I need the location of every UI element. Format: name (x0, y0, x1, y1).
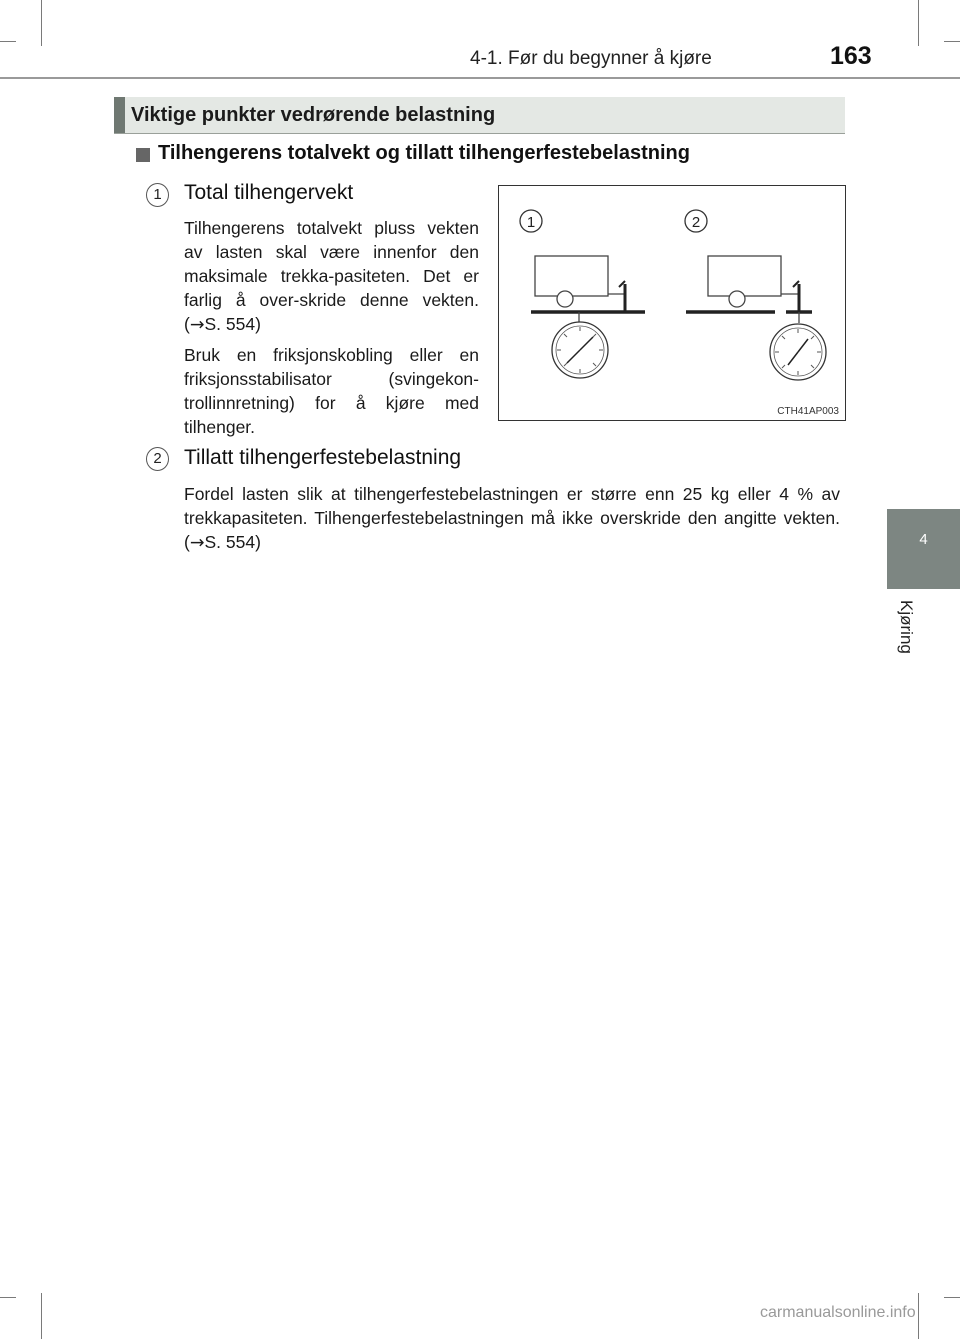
header-rule (0, 77, 960, 79)
chapter-number: 4 (919, 531, 928, 548)
crop-mark (0, 41, 16, 42)
subheading: Tilhengerens totalvekt og tillatt tilhengerfestebelastning (158, 142, 690, 164)
section-banner (114, 97, 845, 134)
item-paragraph: Bruk en friksjonskobling eller en friksjonsstabilisator (svingekon-trollinnretning) for å kjøre med tilhenger. (184, 345, 479, 437)
crop-mark (918, 1293, 919, 1339)
crop-mark (944, 1297, 960, 1298)
crop-mark (944, 41, 960, 42)
chapter-label-text: Kjøring (897, 600, 916, 654)
item-paragraph-text: Tilhengerens totalvekt pluss vekten av lasten skal være innenfor den maksimale trekka-pasiteten. Det er farlig å over-skride denne vekten. ( (184, 218, 479, 334)
trailer-wheel (557, 291, 573, 307)
item-title: Tillatt tilhengerfestebelastning (184, 446, 462, 469)
page-number: 163 (830, 42, 872, 70)
crop-mark (918, 0, 919, 46)
callout-label-2: 2 (691, 214, 701, 231)
trailer-body (535, 256, 608, 296)
item-paragraph (184, 482, 840, 555)
item-paragraph-text: Fordel lasten slik at tilhengerfestebelastningen er større enn 25 kg eller 4 % av trekkapasiteten. Tilhengerfestebelastningen må ikke overskride den angitte vekten. ( (184, 484, 840, 552)
item-title: Total tilhengervekt (184, 181, 354, 204)
page-reference: S. 554) (204, 532, 261, 552)
arrow-icon: → (189, 533, 205, 553)
section-title: 4-1. Før du begynner å kjøre (470, 48, 712, 69)
banner-accent-bar (114, 97, 125, 133)
item-paragraph (184, 216, 479, 337)
trailer-wheel (729, 291, 745, 307)
square-bullet-icon (136, 148, 150, 162)
crop-mark (41, 1293, 42, 1339)
item-number-badge: 1 (146, 183, 169, 207)
page-reference: S. 554) (204, 314, 261, 334)
trailer-weight-figure (498, 185, 846, 421)
trailer-scale-diagram (499, 186, 845, 420)
chapter-tab (887, 509, 960, 589)
footer-watermark: carmanualsonline.info (760, 1304, 916, 1321)
item-number-badge: 2 (146, 447, 169, 471)
callout-label-1: 1 (526, 214, 536, 231)
chapter-label (897, 600, 917, 670)
trailer-body (708, 256, 781, 296)
banner-title: Viktige punkter vedrørende belastning (131, 104, 496, 126)
crop-mark (0, 1297, 16, 1298)
arrow-icon: → (189, 315, 205, 335)
figure-code: CTH41AP003 (777, 406, 839, 417)
crop-mark (41, 0, 42, 46)
